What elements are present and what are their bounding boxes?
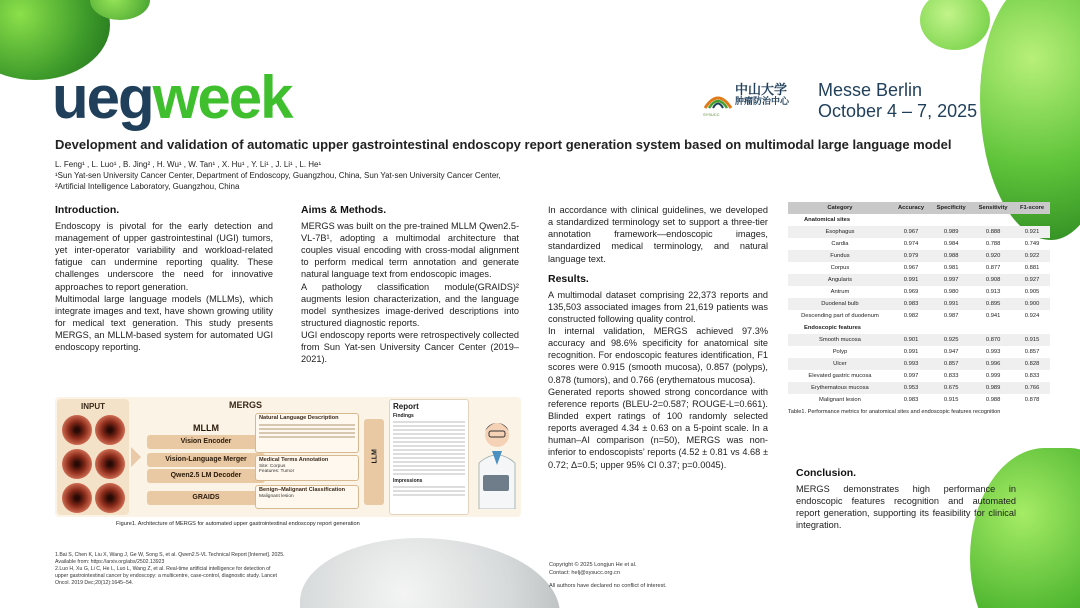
table-cell: 0.988 — [930, 250, 972, 262]
table-cell: 0.997 — [930, 274, 972, 286]
table-cell: 0.925 — [930, 334, 972, 346]
table-cell: 0.991 — [892, 274, 930, 286]
reference-item: 2.Luo H, Xu G, Li C, He L, Luo L, Wang Z, et al. Real-time artificial intelligence for detection of upper gastrointestinal cancer by endoscopy: a multicentre, case-control, diagnostic study. Lancet Oncol. 2019 Dec;20(12):1645–54. — [55, 566, 277, 587]
doctor-illustration-icon — [475, 413, 519, 509]
table-cell: Descending part of duodenum — [801, 313, 879, 319]
table-cell: 0.979 — [892, 250, 930, 262]
table-cell: Elevated gastric mucosa — [808, 373, 872, 379]
table-cell: 0.981 — [943, 265, 959, 271]
arrow-icon — [131, 447, 141, 467]
poster-title: Development and validation of automatic upper gastrointestinal endoscopy report generation system based on multimodal large language model — [55, 137, 952, 152]
table-cell: 0.900 — [1014, 298, 1050, 310]
venue-info: Messe Berlin October 4 – 7, 2025 — [818, 80, 978, 121]
paragraph: MERGS was built on the pre-trained MLLM Qwen2.5-VL-7B¹, adopting a multimodal architecture that couples visual encoding with cross-modal alignment to perform medical term annotation and generate natural language text from endoscopic images. — [301, 220, 519, 280]
endoscopy-image — [62, 483, 92, 513]
table-cell: Corpus — [830, 265, 850, 271]
table-cell: Cardia — [831, 241, 849, 247]
references — [55, 552, 285, 587]
table-row — [788, 274, 1050, 286]
table-cell: Polyp — [832, 349, 848, 355]
table-cell: Angularis — [788, 274, 892, 286]
endoscopy-image — [62, 449, 92, 479]
table-cell: 0.905 — [1024, 289, 1040, 295]
table-cell: 0.920 — [972, 250, 1014, 262]
table-cell: 0.828 — [1014, 358, 1050, 370]
copyright-block: Copyright © 2025 Longjun He et al. Contact: helj@sysucc.org.cn — [549, 562, 637, 577]
table-row — [788, 226, 1050, 238]
table-cell: Ulcer — [788, 358, 892, 370]
table-cell: 0.877 — [985, 265, 1001, 271]
table-cell: 0.922 — [1014, 250, 1050, 262]
table-cell: 0.788 — [985, 241, 1001, 247]
table-cell: 0.989 — [972, 382, 1014, 394]
table-cell: 0.999 — [985, 373, 1001, 379]
table-cell: 0.833 — [1024, 373, 1040, 379]
table-cell: 0.953 — [892, 382, 930, 394]
paragraph: In accordance with clinical guidelines, we developed a standardized terminology set to support a three-tier annotation framework—endoscopic images, standardized medical terminology, and natural language text. — [548, 205, 768, 264]
input-panel: INPUT — [57, 399, 129, 515]
paragraph: UGI endoscopy reports were retrospectively collected from Sun Yat-sen University Cancer Center (2019–2021). — [301, 330, 519, 365]
table-header-cell: F1-score — [1014, 202, 1050, 214]
table-cell: 0.857 — [1024, 349, 1040, 355]
table-cell: Malignant lesion — [818, 397, 861, 403]
table-cell: 0.967 — [903, 265, 919, 271]
author-list: L. Feng¹ , L. Luo¹ , B. Jing² , H. Wu¹ , W. Tan¹ , X. Hu¹ , Y. Li¹ , J. Li¹ , L. He¹ ¹Sun Yat-sen University Cancer Center, Department of Endoscopy, Guangzhou, China, Sun Yat-sen University Cancer Center, ²Artificial Intelligence Laboratory, Guangzhou, China — [55, 160, 501, 191]
decorative-green-blob — [920, 0, 990, 50]
results-section — [548, 204, 768, 471]
section-heading: Conclusion. — [796, 467, 857, 479]
table-cell: 0.857 — [930, 358, 972, 370]
lm-decoder-block: Qwen2.5 LM Decoder — [147, 469, 265, 483]
table-cell: 0.924 — [1024, 313, 1040, 319]
table-cell: Antrum — [830, 289, 850, 295]
table-cell: 0.870 — [972, 334, 1014, 346]
table-row — [788, 286, 1050, 298]
table-cell: 0.908 — [972, 274, 1014, 286]
medical-terms-panel: Medical Terms Annotation Site: Corpus Features: Tumor — [255, 455, 359, 481]
vision-merger-block: Vision-Language Merger — [147, 453, 265, 467]
paragraph: Generated reports showed strong concordance with reference reports (BLEU-2=0.587; ROUGE-L=0.661). Blinded expert ratings of 100 randomly selected reports averaged 4.34 ± 0.63 on a 5-point scale. In a human–AI comparison (n=50), MERGS was non-inferior to endoscopists’ reports (4.52 ± 0.81 vs 4.68 ± 0.72; Δ=0.5; upper 95% CI 0.37; p=0.0045). — [548, 386, 768, 470]
table-cell: 0.969 — [903, 289, 919, 295]
table-header-cell: Sensitivity — [972, 202, 1014, 214]
table-cell: Esophagus — [788, 226, 892, 238]
table-cell: 0.988 — [985, 397, 1001, 403]
table-cell: Smooth mucosa — [788, 334, 892, 346]
table-row — [788, 250, 1050, 262]
ueg-week-logo: uegweek — [52, 64, 292, 131]
table-cell: 0.915 — [943, 397, 959, 403]
table-cell: Erythematous mucosa — [788, 382, 892, 394]
table-cell: 0.993 — [985, 349, 1001, 355]
table-cell: 0.675 — [930, 382, 972, 394]
table-cell: 0.941 — [985, 313, 1001, 319]
endoscopy-image — [95, 449, 125, 479]
contact-email: Contact: helj@sysucc.org.cn — [549, 570, 620, 577]
endoscopy-image — [62, 415, 92, 445]
table-cell: 0.878 — [1024, 397, 1040, 403]
table-row — [788, 382, 1050, 394]
table-cell: 0.980 — [943, 289, 959, 295]
table-cell: 0.967 — [892, 226, 930, 238]
paragraph: A multimodal dataset comprising 22,373 reports and 135,503 associated images from 21,619 patients was constructed following quality control. — [548, 289, 768, 324]
section-heading: Aims & Methods. — [301, 204, 387, 216]
table-cell: 0.947 — [943, 349, 959, 355]
table-row — [788, 370, 1050, 382]
table-header-cell: Specificity — [930, 202, 972, 214]
table-section-row: Anatomical sites — [804, 217, 851, 223]
table-cell: Fundus — [788, 250, 892, 262]
section-heading: Results. — [548, 272, 589, 285]
table-row — [788, 298, 1050, 310]
table-row — [788, 334, 1050, 346]
table-cell: 0.983 — [903, 397, 919, 403]
table-caption: Table1. Performance metrics for anatomical sites and endoscopic features recognition — [788, 409, 1001, 415]
llm-block: LLM — [364, 419, 384, 505]
table-cell: 0.987 — [943, 313, 959, 319]
table-cell: 0.991 — [930, 298, 972, 310]
table-row — [788, 262, 1050, 274]
table-row — [788, 394, 1050, 406]
paragraph: A pathology classification module(GRAIDS)² augments lesion characterization, and the language model synthesizes image-derived descriptions into structured diagnostic reports. — [301, 281, 519, 328]
table-row — [788, 358, 1050, 370]
table-cell: Duodenal bulb — [788, 298, 892, 310]
table-cell: 0.921 — [1014, 226, 1050, 238]
table-cell: 0.913 — [985, 289, 1001, 295]
decorative-liver-image — [300, 538, 560, 608]
aims-methods-section — [301, 204, 519, 366]
figure-title: MERGS — [229, 400, 263, 410]
table-cell: 0.895 — [972, 298, 1014, 310]
table-cell: 0.983 — [892, 298, 930, 310]
paragraph: Endoscopy is pivotal for the early detection and management of upper gastrointestinal (UGI) tumors, yet inter-operator variability and workload-related fatigue can undermine reporting quality. These challenges underscore the need for innovative approaches to report generation. — [55, 220, 273, 292]
introduction-section — [55, 204, 273, 353]
table-cell: 0.749 — [1024, 241, 1040, 247]
table-cell: 0.982 — [903, 313, 919, 319]
table-cell: 0.915 — [1014, 334, 1050, 346]
table-row — [788, 346, 1050, 358]
table-cell: 0.991 — [903, 349, 919, 355]
table-cell: 0.989 — [930, 226, 972, 238]
table-header-cell: Category — [788, 202, 892, 214]
paragraph: Multimodal large language models (MLLMs), which integrate images and text, have shown growing utility for medical text generation. This study presents MERGS, an MLLM-based system for automated UGI endoscopy reporting. — [55, 293, 273, 353]
table-header-row — [788, 202, 1050, 214]
table-cell: 0.974 — [903, 241, 919, 247]
figure-caption: Figure1. Architecture of MERGS for automated upper gastrointestinal endoscopy report generation — [116, 521, 360, 527]
table-header-cell: Accuracy — [892, 202, 930, 214]
table-cell: 0.927 — [1014, 274, 1050, 286]
section-heading: Introduction. — [55, 204, 120, 216]
table-section-row: Endoscopic features — [804, 325, 862, 331]
graids-block: GRAIDS — [147, 491, 265, 505]
table-row — [788, 238, 1050, 250]
table-cell: 0.996 — [972, 358, 1014, 370]
sysucc-logo-icon — [703, 86, 733, 112]
table-cell: 0.833 — [943, 373, 959, 379]
table-cell: 0.984 — [943, 241, 959, 247]
table-cell: 0.888 — [972, 226, 1014, 238]
conflict-statement: All authors have declared no conflict of interest. — [549, 583, 667, 589]
endoscopy-image — [95, 415, 125, 445]
paragraph: In internal validation, MERGS achieved 97.3% accuracy and 98.6% specificity for anatomical site recognition. For endoscopic features identification, F1 scores were 0.915 (smooth mucosa), 0.857 (polyps), 0.878 (tumors), and 0.766 (erythematous mucosa). — [548, 325, 768, 385]
architecture-figure — [55, 397, 521, 517]
classification-panel: Benign–Malignant Classification Malignant lesion — [255, 485, 359, 509]
endoscopy-image — [95, 483, 125, 513]
institution-abbr: SYSUCC — [703, 112, 720, 117]
report-panel: Report Findings Impressions — [389, 399, 469, 515]
institution-name-cn: 中山大学 肿瘤防治中心 — [735, 83, 790, 108]
vision-encoder-block: Vision Encoder — [147, 435, 265, 449]
paragraph: MERGS demonstrates high performance in endoscopic features recognition and automated report generation, supporting its feasibility for clinical integration. — [796, 483, 1016, 531]
mllm-label: MLLM — [193, 423, 219, 433]
reference-item: 1.Bai S, Chen K, Liu X, Wang J, Ge W, Song S, et al. Qwen2.5-VL Technical Report [Internet]. 2025. Available from: https://arxiv.org/abs/2502.13923 — [55, 552, 285, 566]
table-row — [788, 310, 1050, 322]
table-cell: 0.997 — [903, 373, 919, 379]
table-cell: 0.766 — [1014, 382, 1050, 394]
conclusion-section — [796, 467, 1016, 531]
performance-table — [788, 202, 1050, 415]
natural-language-panel: Natural Language Description — [255, 413, 359, 453]
table-cell: 0.901 — [892, 334, 930, 346]
table-cell: 0.993 — [892, 358, 930, 370]
table-cell: 0.881 — [1024, 265, 1040, 271]
